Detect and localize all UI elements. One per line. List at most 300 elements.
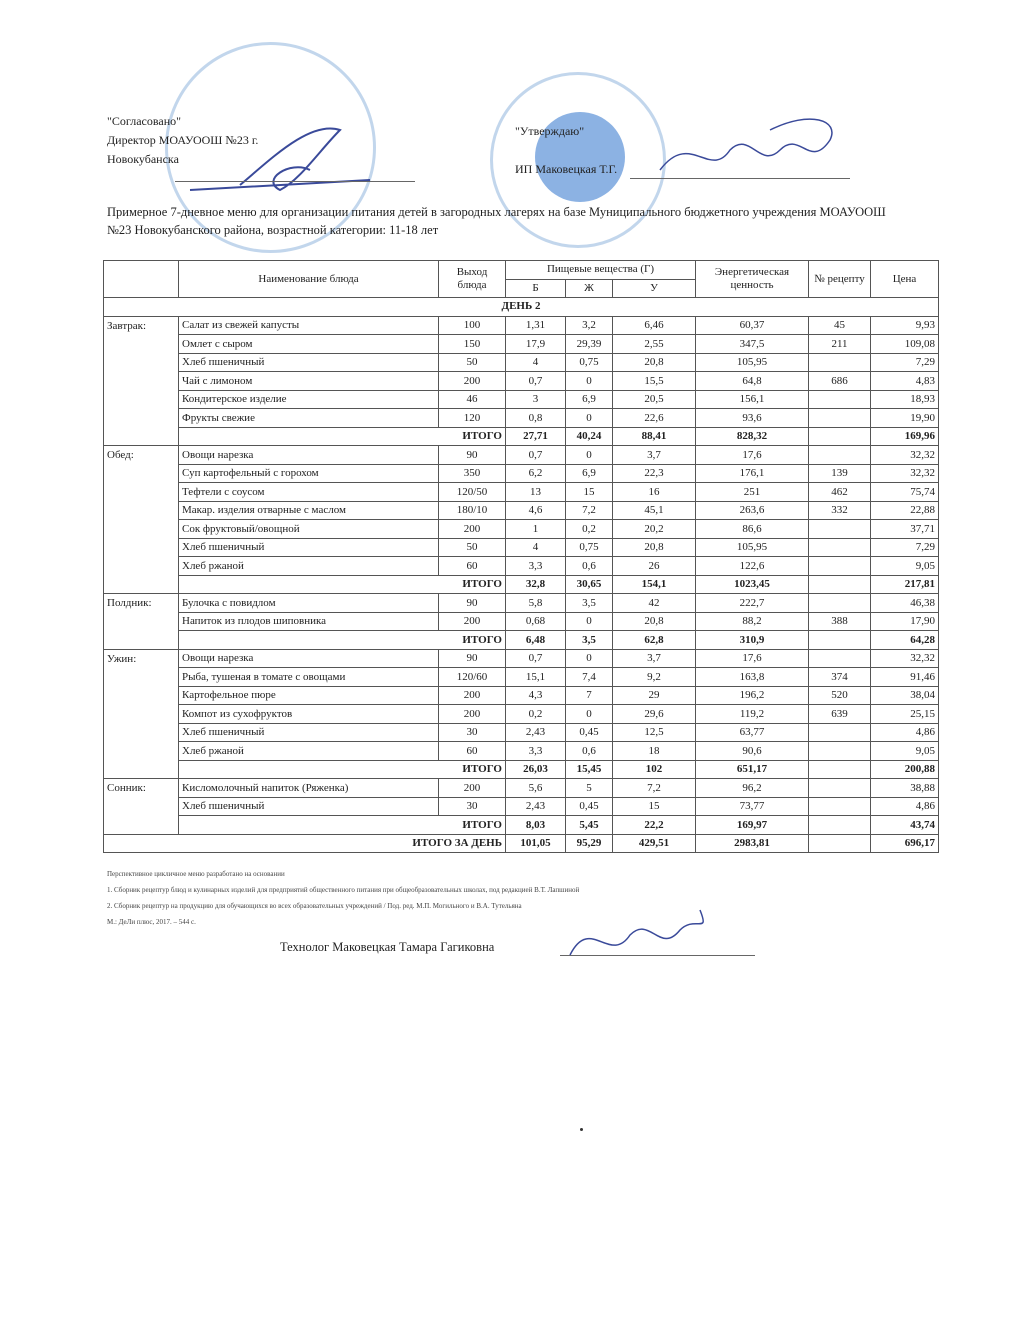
dish-name: Булочка с повидлом <box>179 594 439 613</box>
cell-output: 100 <box>439 316 506 335</box>
cell-b: 4,6 <box>506 501 566 520</box>
cell-energy: 105,95 <box>696 353 809 372</box>
dish-name: Фрукты свежие <box>179 409 439 428</box>
cell-price: 4,83 <box>871 372 939 391</box>
dish-name: Макар. изделия отварные с маслом <box>179 501 439 520</box>
cell-recipe: 686 <box>809 372 871 391</box>
cell-recipe <box>809 557 871 576</box>
total-recipe <box>809 427 871 446</box>
dish-name: Суп картофельный с горохом <box>179 464 439 483</box>
cell-price: 75,74 <box>871 483 939 502</box>
cell-b: 1,31 <box>506 316 566 335</box>
footnote-intro: Перспективное цикличное меню разработано на основании <box>107 870 285 878</box>
total-u: 62,8 <box>613 631 696 650</box>
table-row <box>104 797 939 816</box>
meal-label <box>104 520 179 539</box>
day-total-recipe <box>809 834 871 853</box>
dish-name: Хлеб ржаной <box>179 742 439 761</box>
cell-energy: 105,95 <box>696 538 809 557</box>
cell-zh: 0,6 <box>566 742 613 761</box>
total-row <box>104 575 939 594</box>
cell-energy: 122,6 <box>696 557 809 576</box>
cell-price: 38,88 <box>871 779 939 798</box>
cell-zh: 0,45 <box>566 723 613 742</box>
cell-b: 5,6 <box>506 779 566 798</box>
meal-label-empty <box>104 816 179 835</box>
total-energy: 1023,45 <box>696 575 809 594</box>
dish-name: Хлеб пшеничный <box>179 538 439 557</box>
total-recipe <box>809 575 871 594</box>
cell-u: 29 <box>613 686 696 705</box>
cell-energy: 96,2 <box>696 779 809 798</box>
table-row <box>104 353 939 372</box>
header-meal <box>104 261 179 298</box>
dish-name: Хлеб ржаной <box>179 557 439 576</box>
total-price: 64,28 <box>871 631 939 650</box>
cell-price: 9,05 <box>871 557 939 576</box>
cell-price: 32,32 <box>871 649 939 668</box>
table-row <box>104 446 939 465</box>
cell-energy: 176,1 <box>696 464 809 483</box>
cell-price: 7,29 <box>871 353 939 372</box>
day-total-price: 696,17 <box>871 834 939 853</box>
cell-recipe <box>809 742 871 761</box>
dish-name: Картофельное пюре <box>179 686 439 705</box>
meal-label <box>104 686 179 705</box>
cell-b: 4,3 <box>506 686 566 705</box>
total-b: 8,03 <box>506 816 566 835</box>
table-row <box>104 501 939 520</box>
cell-recipe: 45 <box>809 316 871 335</box>
total-u: 88,41 <box>613 427 696 446</box>
document-title: Примерное 7-дневное меню для организации питания детей в загородных лагерях на базе Муниципального бюджетного учреждения МОАУООШ №23 Новокубанского района, возрастной категории: 11-18 лет <box>107 205 886 237</box>
cell-output: 50 <box>439 538 506 557</box>
cell-price: 4,86 <box>871 797 939 816</box>
cell-recipe <box>809 797 871 816</box>
total-b: 6,48 <box>506 631 566 650</box>
footnotes <box>107 866 579 930</box>
meal-label <box>104 501 179 520</box>
dish-name: Омлет с сыром <box>179 335 439 354</box>
header-name: Наименование блюда <box>179 261 439 298</box>
cell-u: 15,5 <box>613 372 696 391</box>
meal-label <box>104 797 179 816</box>
cell-zh: 0 <box>566 446 613 465</box>
cell-recipe: 139 <box>809 464 871 483</box>
dish-name: Хлеб пшеничный <box>179 797 439 816</box>
total-zh: 3,5 <box>566 631 613 650</box>
dish-name: Салат из свежей капусты <box>179 316 439 335</box>
meal-label <box>104 705 179 724</box>
cell-b: 5,8 <box>506 594 566 613</box>
cell-b: 0,8 <box>506 409 566 428</box>
cell-b: 3,3 <box>506 557 566 576</box>
cell-recipe: 520 <box>809 686 871 705</box>
meal-label <box>104 409 179 428</box>
total-zh: 40,24 <box>566 427 613 446</box>
dish-name: Хлеб пшеничный <box>179 353 439 372</box>
cell-zh: 0,75 <box>566 538 613 557</box>
cell-price: 91,46 <box>871 668 939 687</box>
cell-u: 22,3 <box>613 464 696 483</box>
approval-left-line2: Директор МОАУООШ №23 г. <box>107 133 259 147</box>
dish-name: Рыба, тушеная в томате с овощами <box>179 668 439 687</box>
cell-energy: 90,6 <box>696 742 809 761</box>
cell-zh: 7,4 <box>566 668 613 687</box>
meal-label-empty <box>104 575 179 594</box>
signature-line-right <box>630 178 850 179</box>
total-u: 102 <box>613 760 696 779</box>
cell-energy: 222,7 <box>696 594 809 613</box>
technologist-signature-text: Технолог Маковецкая Тамара Гагиковна <box>280 940 495 954</box>
cell-price: 9,93 <box>871 316 939 335</box>
cell-output: 46 <box>439 390 506 409</box>
total-b: 26,03 <box>506 760 566 779</box>
cell-b: 2,43 <box>506 723 566 742</box>
cell-price: 25,15 <box>871 705 939 724</box>
cell-price: 38,04 <box>871 686 939 705</box>
cell-energy: 163,8 <box>696 668 809 687</box>
dish-name: Сок фруктовый/овощной <box>179 520 439 539</box>
total-energy: 310,9 <box>696 631 809 650</box>
cell-u: 42 <box>613 594 696 613</box>
total-recipe <box>809 760 871 779</box>
cell-zh: 0,6 <box>566 557 613 576</box>
meal-label: Полдник: <box>104 594 179 613</box>
table-row <box>104 649 939 668</box>
dish-name: Тефтели с соусом <box>179 483 439 502</box>
total-u: 22,2 <box>613 816 696 835</box>
cell-u: 3,7 <box>613 446 696 465</box>
total-label: ИТОГО <box>179 816 506 835</box>
total-zh: 5,45 <box>566 816 613 835</box>
cell-u: 3,7 <box>613 649 696 668</box>
cell-energy: 63,77 <box>696 723 809 742</box>
meal-label <box>104 557 179 576</box>
cell-zh: 29,39 <box>566 335 613 354</box>
approval-right <box>515 112 617 188</box>
cell-b: 4 <box>506 538 566 557</box>
cell-b: 3,3 <box>506 742 566 761</box>
header-output: Выход блюда <box>439 261 506 298</box>
cell-zh: 7,2 <box>566 501 613 520</box>
header-price: Цена <box>871 261 939 298</box>
cell-b: 17,9 <box>506 335 566 354</box>
cell-zh: 0 <box>566 409 613 428</box>
cell-u: 7,2 <box>613 779 696 798</box>
total-energy: 169,97 <box>696 816 809 835</box>
cell-u: 20,8 <box>613 353 696 372</box>
table-row <box>104 372 939 391</box>
total-b: 27,71 <box>506 427 566 446</box>
day-total-energy: 2983,81 <box>696 834 809 853</box>
total-row <box>104 760 939 779</box>
table-row <box>104 483 939 502</box>
cell-recipe <box>809 538 871 557</box>
cell-u: 20,8 <box>613 538 696 557</box>
cell-zh: 3,5 <box>566 594 613 613</box>
total-u: 154,1 <box>613 575 696 594</box>
total-zh: 30,65 <box>566 575 613 594</box>
meal-label <box>104 668 179 687</box>
day-total-row <box>104 834 939 853</box>
cell-recipe <box>809 390 871 409</box>
cell-recipe <box>809 779 871 798</box>
table-row <box>104 390 939 409</box>
cell-u: 6,46 <box>613 316 696 335</box>
total-price: 200,88 <box>871 760 939 779</box>
cell-zh: 3,2 <box>566 316 613 335</box>
approval-right-line2: ИП Маковецкая Т.Г. <box>515 162 618 176</box>
dish-name: Кондитерское изделие <box>179 390 439 409</box>
day-total-zh: 95,29 <box>566 834 613 853</box>
cell-output: 30 <box>439 723 506 742</box>
approval-right-line1: "Утверждаю" <box>515 124 585 138</box>
total-zh: 15,45 <box>566 760 613 779</box>
cell-recipe <box>809 520 871 539</box>
cell-energy: 64,8 <box>696 372 809 391</box>
cell-recipe <box>809 353 871 372</box>
cell-recipe: 374 <box>809 668 871 687</box>
cell-zh: 0,2 <box>566 520 613 539</box>
signature-technologist <box>560 905 720 965</box>
cell-u: 15 <box>613 797 696 816</box>
cell-u: 2,55 <box>613 335 696 354</box>
total-row <box>104 427 939 446</box>
day-label: ДЕНЬ 2 <box>104 298 939 317</box>
header-nutrients: Пищевые вещества (Г) <box>506 261 696 280</box>
total-energy: 651,17 <box>696 760 809 779</box>
cell-output: 200 <box>439 779 506 798</box>
cell-recipe: 332 <box>809 501 871 520</box>
cell-recipe <box>809 723 871 742</box>
meal-label <box>104 483 179 502</box>
cell-price: 37,71 <box>871 520 939 539</box>
cell-u: 26 <box>613 557 696 576</box>
cell-price: 9,05 <box>871 742 939 761</box>
table-row <box>104 335 939 354</box>
cell-energy: 88,2 <box>696 612 809 631</box>
total-price: 43,74 <box>871 816 939 835</box>
total-recipe <box>809 816 871 835</box>
cell-price: 19,90 <box>871 409 939 428</box>
cell-b: 0,68 <box>506 612 566 631</box>
cell-b: 6,2 <box>506 464 566 483</box>
total-label: ИТОГО <box>179 427 506 446</box>
cell-recipe: 211 <box>809 335 871 354</box>
cell-output: 50 <box>439 353 506 372</box>
meal-label: Сонник: <box>104 779 179 798</box>
dish-name: Хлеб пшеничный <box>179 723 439 742</box>
cell-recipe <box>809 594 871 613</box>
cell-output: 120/60 <box>439 668 506 687</box>
meal-label <box>104 372 179 391</box>
cell-u: 20,5 <box>613 390 696 409</box>
cell-zh: 15 <box>566 483 613 502</box>
table-row <box>104 538 939 557</box>
cell-output: 350 <box>439 464 506 483</box>
header-recipe: № рецепту <box>809 261 871 298</box>
dish-name: Чай с лимоном <box>179 372 439 391</box>
table-row <box>104 409 939 428</box>
meal-label-empty <box>104 760 179 779</box>
dish-name: Компот из сухофруктов <box>179 705 439 724</box>
cell-energy: 263,6 <box>696 501 809 520</box>
cell-b: 0,2 <box>506 705 566 724</box>
cell-b: 0,7 <box>506 649 566 668</box>
cell-energy: 73,77 <box>696 797 809 816</box>
total-row <box>104 816 939 835</box>
meal-label: Ужин: <box>104 649 179 668</box>
cell-output: 200 <box>439 520 506 539</box>
cell-b: 0,7 <box>506 372 566 391</box>
cell-recipe <box>809 649 871 668</box>
cell-b: 4 <box>506 353 566 372</box>
cell-energy: 196,2 <box>696 686 809 705</box>
cell-zh: 0 <box>566 372 613 391</box>
cell-output: 200 <box>439 686 506 705</box>
cell-zh: 0 <box>566 649 613 668</box>
cell-output: 180/10 <box>439 501 506 520</box>
cell-output: 120 <box>439 409 506 428</box>
header-energy: Энергетическая ценность <box>696 261 809 298</box>
meal-label-empty <box>104 631 179 650</box>
cell-b: 13 <box>506 483 566 502</box>
meal-label <box>104 538 179 557</box>
cell-zh: 0 <box>566 612 613 631</box>
meal-label <box>104 390 179 409</box>
cell-output: 30 <box>439 797 506 816</box>
table-row <box>104 612 939 631</box>
cell-output: 200 <box>439 705 506 724</box>
scan-dot <box>580 1128 583 1131</box>
cell-energy: 60,37 <box>696 316 809 335</box>
cell-energy: 119,2 <box>696 705 809 724</box>
cell-recipe: 462 <box>809 483 871 502</box>
cell-price: 32,32 <box>871 464 939 483</box>
total-energy: 828,32 <box>696 427 809 446</box>
dish-name: Напиток из плодов шиповника <box>179 612 439 631</box>
total-row <box>104 631 939 650</box>
table-row <box>104 594 939 613</box>
cell-zh: 0,45 <box>566 797 613 816</box>
footnote-1: 1. Сборник рецептур блюд и кулинарных изделий для предприятий общественного питания при общеобразовательных школах, под редакцией В.Т. Лапшиной <box>107 886 580 894</box>
table-row <box>104 668 939 687</box>
cell-zh: 0 <box>566 705 613 724</box>
cell-b: 1 <box>506 520 566 539</box>
footnote-3: М.: ДеЛи плюс, 2017. – 544 с. <box>107 918 196 926</box>
table-row <box>104 686 939 705</box>
table-row <box>104 742 939 761</box>
meal-label <box>104 612 179 631</box>
cell-price: 32,32 <box>871 446 939 465</box>
cell-zh: 7 <box>566 686 613 705</box>
cell-zh: 5 <box>566 779 613 798</box>
cell-recipe: 388 <box>809 612 871 631</box>
cell-b: 3 <box>506 390 566 409</box>
cell-output: 150 <box>439 335 506 354</box>
total-price: 169,96 <box>871 427 939 446</box>
table-row <box>104 779 939 798</box>
cell-energy: 86,6 <box>696 520 809 539</box>
cell-price: 22,88 <box>871 501 939 520</box>
cell-energy: 17,6 <box>696 649 809 668</box>
total-recipe <box>809 631 871 650</box>
meal-label <box>104 742 179 761</box>
cell-price: 46,38 <box>871 594 939 613</box>
table-row <box>104 520 939 539</box>
total-label: ИТОГО <box>179 760 506 779</box>
meal-label: Завтрак: <box>104 316 179 335</box>
table-row <box>104 723 939 742</box>
cell-energy: 156,1 <box>696 390 809 409</box>
meal-label <box>104 353 179 372</box>
cell-output: 120/50 <box>439 483 506 502</box>
table-row <box>104 557 939 576</box>
cell-output: 90 <box>439 446 506 465</box>
approval-left-line3: Новокубанска <box>107 152 179 166</box>
table-row <box>104 705 939 724</box>
cell-output: 200 <box>439 372 506 391</box>
cell-b: 2,43 <box>506 797 566 816</box>
cell-u: 18 <box>613 742 696 761</box>
menu-table <box>103 260 939 853</box>
day-total-label: ИТОГО ЗА ДЕНЬ <box>104 834 506 853</box>
header-b: Б <box>506 279 566 298</box>
day-total-u: 429,51 <box>613 834 696 853</box>
meal-label <box>104 335 179 354</box>
cell-output: 60 <box>439 742 506 761</box>
cell-output: 200 <box>439 612 506 631</box>
cell-price: 4,86 <box>871 723 939 742</box>
cell-price: 17,90 <box>871 612 939 631</box>
meal-label <box>104 723 179 742</box>
dish-name: Кисломолочный напиток (Ряженка) <box>179 779 439 798</box>
total-label: ИТОГО <box>179 631 506 650</box>
cell-energy: 17,6 <box>696 446 809 465</box>
cell-b: 15,1 <box>506 668 566 687</box>
cell-price: 109,08 <box>871 335 939 354</box>
cell-energy: 251 <box>696 483 809 502</box>
cell-price: 7,29 <box>871 538 939 557</box>
meal-label-empty <box>104 427 179 446</box>
total-price: 217,81 <box>871 575 939 594</box>
meal-label: Обед: <box>104 446 179 465</box>
total-label: ИТОГО <box>179 575 506 594</box>
cell-price: 18,93 <box>871 390 939 409</box>
signature-line-left <box>175 181 415 182</box>
cell-output: 90 <box>439 649 506 668</box>
cell-zh: 6,9 <box>566 464 613 483</box>
cell-u: 16 <box>613 483 696 502</box>
dish-name: Овощи нарезка <box>179 446 439 465</box>
cell-u: 20,2 <box>613 520 696 539</box>
cell-u: 9,2 <box>613 668 696 687</box>
table-row <box>104 316 939 335</box>
day-total-b: 101,05 <box>506 834 566 853</box>
cell-output: 90 <box>439 594 506 613</box>
footnote-2: 2. Сборник рецептур на продукцию для обучающихся во всех образовательных учреждений / Под. ред. М.П. Могильного и В.А. Тутельяна <box>107 902 522 910</box>
header-u: У <box>613 279 696 298</box>
cell-recipe <box>809 446 871 465</box>
cell-output: 60 <box>439 557 506 576</box>
cell-u: 20,8 <box>613 612 696 631</box>
cell-energy: 347,5 <box>696 335 809 354</box>
meal-label <box>104 464 179 483</box>
table-row <box>104 464 939 483</box>
cell-u: 29,6 <box>613 705 696 724</box>
cell-u: 45,1 <box>613 501 696 520</box>
